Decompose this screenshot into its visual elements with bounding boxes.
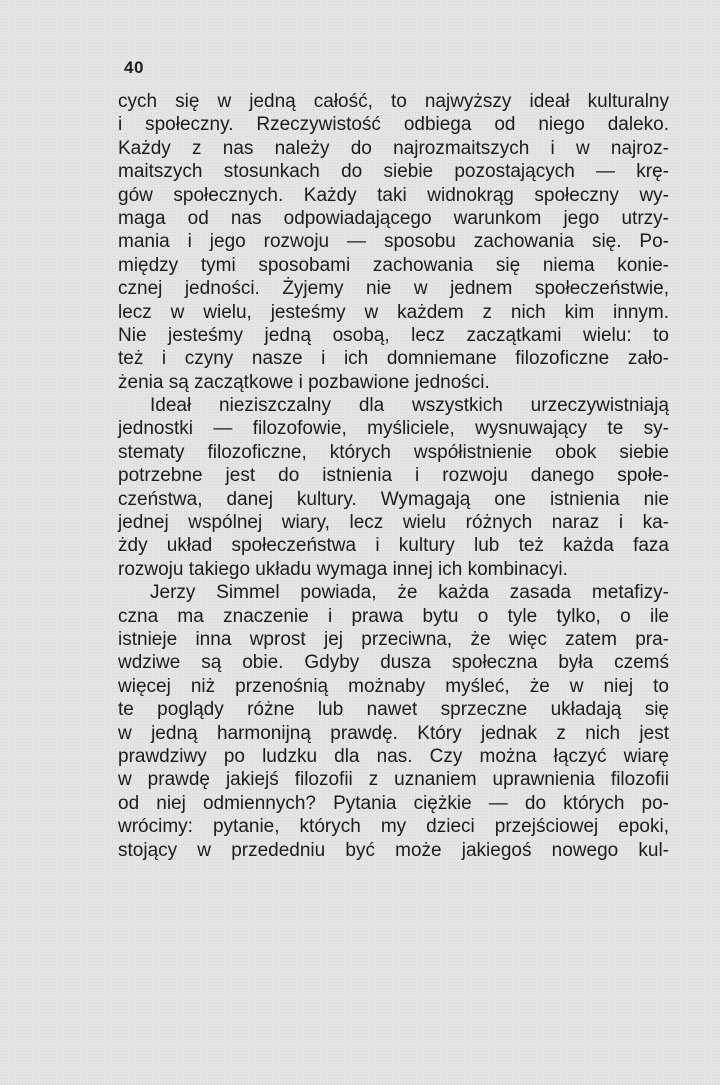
- text-line: mania i jego rozwoju — sposobu zachowania się. Po-: [118, 231, 669, 253]
- page-number: 40: [124, 58, 144, 77]
- text-line: wrócimy: pytanie, których my dzieci przejściowej epoki,: [118, 816, 669, 838]
- text-line: te poglądy różne lub nawet sprzeczne układają się: [118, 699, 669, 721]
- text-line: i społeczny. Rzeczywistość odbiega od niego daleko.: [118, 114, 669, 136]
- text-line: od niej odmiennych? Pytania ciężkie — do których po-: [118, 792, 669, 814]
- text-line: też i czyny nasze i ich domniemane filozoficzne zało-: [118, 348, 669, 370]
- text-line: jednej wspólnej wiary, lecz wielu różnych naraz i ka-: [118, 512, 669, 534]
- text-line: cych się w jedną całość, to najwyższy ideał kulturalny: [118, 91, 669, 112]
- text-line: Każdy z nas należy do najrozmaitszych i w najroz-: [118, 137, 669, 159]
- text-line: czna ma znaczenie i prawa bytu o tyle tylko, o ile: [118, 605, 669, 627]
- text-line: Ideał nieziszczalny dla wszystkich urzeczywistniają: [150, 395, 669, 417]
- text-line: maitszych stosunkach do siebie pozostających — krę-: [118, 161, 669, 183]
- text-line: żdy układ społeczeństwa i kultury lub też każda faza: [118, 535, 669, 557]
- text-line: Jerzy Simmel powiada, że każda zasada metafizy-: [150, 582, 669, 604]
- text-line: potrzebne jest do istnienia i rozwoju danego społe-: [118, 465, 669, 487]
- text-line: Nie jesteśmy jedną osobą, lecz zaczątkami wielu: to: [118, 324, 669, 346]
- text-line: czeństwa, danej kultury. Wymagają one istnienia nie: [118, 488, 669, 510]
- text-line: wdziwe są obie. Gdyby dusza społeczna była czemś: [118, 652, 669, 674]
- text-line: między tymi sposobami zachowania się niema konie-: [118, 254, 669, 276]
- text-line: więcej niż przenośnią możnaby myśleć, że w niej to: [118, 675, 669, 697]
- text-line: maga od nas odpowiadającego warunkom jego utrzy-: [118, 207, 669, 229]
- text-line: w prawdę jakiejś filozofii z uznaniem uprawnienia filozofii: [118, 769, 669, 791]
- text-line: stematy filozoficzne, których współistnienie obok siebie: [118, 441, 669, 463]
- text-line: lecz w wielu, jesteśmy w każdem z nich kim innym.: [118, 301, 669, 323]
- text-line: rozwoju takiego układu wymaga innej ich kombinacyi.: [118, 558, 568, 580]
- text-line: żenia są zaczątkowe i pozbawione jedności.: [118, 371, 490, 393]
- text-line: w jedną harmonijną prawdę. Który jednak z nich jest: [118, 722, 669, 744]
- body-text: [118, 90, 669, 862]
- text-line: istnieje inna wprost jej przeciwna, że więc zatem pra-: [118, 628, 669, 650]
- text-line: stojący w przededniu być może jakiegoś nowego kul-: [118, 839, 669, 861]
- text-line: prawdziwy po ludzku dla nas. Czy można łączyć wiarę: [118, 745, 669, 767]
- text-line: jednostki — filozofowie, myśliciele, wysnuwający te sy-: [118, 418, 669, 440]
- text-line: gów społecznych. Każdy taki widnokrąg społeczny wy-: [118, 184, 669, 206]
- text-line: cznej jedności. Żyjemy nie w jednem społeczeństwie,: [118, 278, 669, 300]
